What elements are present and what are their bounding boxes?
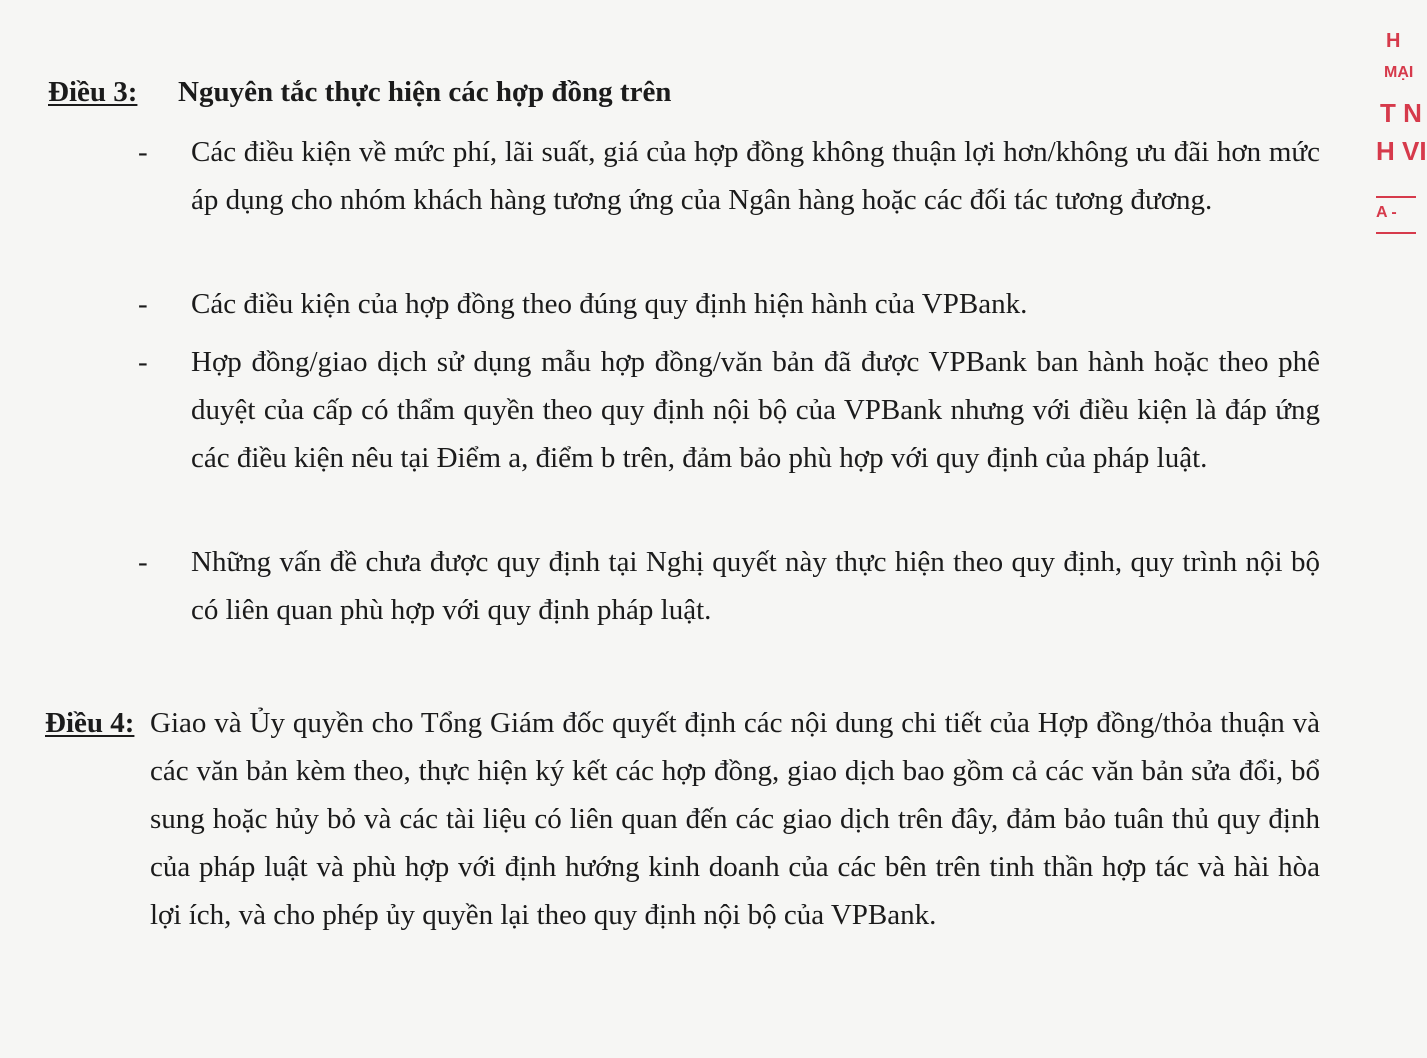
stamp-line: [1376, 196, 1416, 198]
bullet-marker: -: [138, 288, 148, 320]
bullet-marker: -: [138, 136, 148, 168]
article-4-text: Giao và Ủy quyền cho Tổng Giám đốc quyết định các nội dung chi tiết của Hợp đồng/thỏa thuận và các văn bản kèm theo, thực hiện ký kết các hợp đồng, giao dịch bao gồm cả các văn bản sửa đổi, bổ sung hoặc hủy bỏ và các tài liệu có liên quan đến các giao dịch trên đây, đảm bảo tuân thủ quy định của pháp luật và phù hợp với định hướng kinh doanh của các bên trên tinh thần hợp tác và hài hòa lợi ích, và cho phép ủy quyền lại theo quy định nội bộ của VPBank.: [150, 707, 1320, 931]
bullet-marker: -: [138, 346, 148, 378]
stamp-text: H: [1386, 30, 1401, 52]
red-stamp-fragment: [1370, 20, 1427, 250]
article-3-label: Điều 3:: [48, 76, 138, 108]
article-3-bullet-4: [138, 538, 1320, 634]
stamp-text: MẠI: [1384, 64, 1414, 81]
article-3-bullet-1: [138, 128, 1320, 224]
stamp-text: T N: [1380, 98, 1422, 128]
article-4-label: Điều 4:: [45, 707, 135, 739]
stamp-line: [1376, 232, 1416, 234]
bullet-text: Các điều kiện của hợp đồng theo đúng quy định hiện hành của VPBank.: [191, 288, 1028, 320]
article-3-title: Nguyên tắc thực hiện các hợp đồng trên: [178, 76, 672, 108]
article-3-bullet-3: [138, 338, 1320, 482]
article-4: [45, 699, 1320, 939]
bullet-text: Hợp đồng/giao dịch sử dụng mẫu hợp đồng/văn bản đã được VPBank ban hành hoặc theo phê duyệt của cấp có thẩm quyền theo quy định nội bộ của VPBank nhưng với điều kiện là đáp ứng các điều kiện nêu tại Điểm a, điểm b trên, đảm bảo phù hợp với quy định của pháp luật.: [191, 346, 1320, 474]
stamp-text: H VI: [1376, 136, 1427, 166]
article-3-heading: [48, 74, 672, 110]
bullet-marker: -: [138, 546, 148, 578]
article-3-bullet-2: [138, 280, 1320, 328]
bullet-text: Những vấn đề chưa được quy định tại Nghị quyết này thực hiện theo quy định, quy trình nội bộ có liên quan phù hợp với quy định pháp luật.: [191, 546, 1320, 626]
bullet-text: Các điều kiện về mức phí, lãi suất, giá của hợp đồng không thuận lợi hơn/không ưu đãi hơn mức áp dụng cho nhóm khách hàng tương ứng của Ngân hàng hoặc các đối tác tương đương.: [191, 136, 1320, 216]
stamp-text: A -: [1376, 204, 1397, 221]
